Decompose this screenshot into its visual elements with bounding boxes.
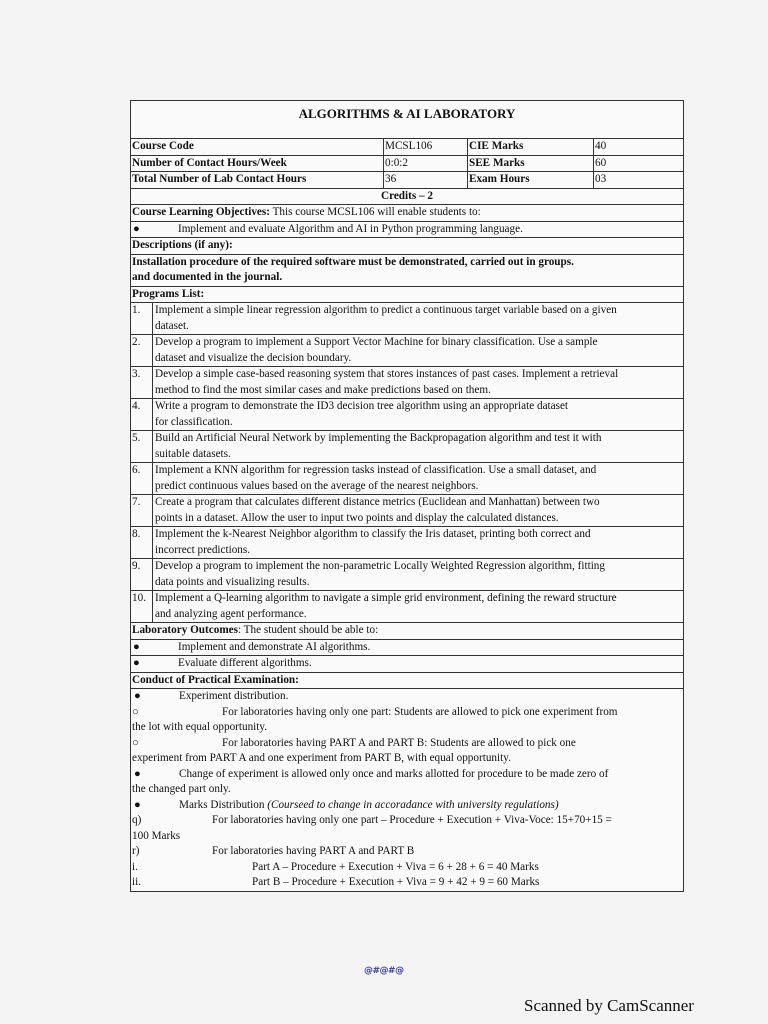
program-line: predict continuous values based on the average of the nearest neighbors.: [155, 479, 479, 492]
marker-q: q): [132, 814, 142, 826]
program-line: and analyzing agent performance.: [155, 607, 307, 620]
program-line: Create a program that calculates different distance metrics (Euclidean and Manhattan) between two: [155, 496, 600, 508]
program-item: [131, 527, 683, 559]
bullet-icon: ●: [133, 640, 140, 653]
program-item: [131, 367, 683, 399]
marks-distribution-note: (Courseed to change in accoradance with university regulations): [267, 798, 559, 811]
program-line: dataset and visualize the decision boundary.: [155, 351, 352, 364]
program-line: Write a program to demonstrate the ID3 decision tree algorithm using an appropriate dataset: [155, 400, 569, 412]
program-item: [131, 495, 683, 527]
marks-distribution: Marks Distribution: [179, 798, 268, 811]
two-part-rule: For laboratories having PART A and PART B: Students are allowed to pick one: [222, 736, 576, 749]
one-part-rule: For laboratories having only one part: Students are allowed to pick one experiment from: [222, 705, 618, 718]
credits: Credits – 2: [381, 189, 433, 202]
conduct-section: [131, 689, 683, 891]
outcome-item: [131, 640, 683, 657]
footer-mark: @#@#@: [364, 966, 404, 976]
marker-ii: ii.: [132, 876, 142, 888]
circle-bullet-icon: ○: [132, 705, 139, 718]
objective-text: Implement and evaluate Algorithm and AI in Python programming language.: [178, 222, 523, 235]
experiment-distribution: Experiment distribution.: [179, 690, 289, 702]
document-title: ALGORITHMS & AI LABORATORY: [131, 101, 683, 139]
program-item: [131, 431, 683, 463]
program-number: 9.: [131, 559, 153, 590]
info-value: 36: [384, 172, 468, 188]
syllabus-document: [130, 100, 684, 892]
descriptions-row: [131, 255, 683, 287]
bullet-icon: ●: [133, 222, 140, 235]
info-label: Number of Contact Hours/Week: [131, 156, 384, 172]
program-line: method to find the most similar cases and make predictions based on them.: [155, 383, 491, 396]
program-number: 5.: [131, 431, 153, 462]
program-line: for classification.: [155, 415, 233, 428]
program-number: 6.: [131, 463, 153, 494]
program-item: [131, 559, 683, 591]
info-row: [131, 156, 683, 173]
one-part-rule-cont: the lot with equal opportunity.: [132, 721, 268, 733]
program-line: dataset.: [155, 319, 189, 332]
change-rule-cont: the changed part only.: [132, 783, 231, 795]
info-label-2: Exam Hours: [468, 172, 594, 188]
outcome-text: Implement and demonstrate AI algorithms.: [178, 640, 371, 653]
two-part-rule-cont: experiment from PART A and one experiment from PART B, with equal opportunity.: [132, 752, 511, 764]
descriptions-heading: Descriptions (if any):: [132, 239, 233, 251]
program-number: 3.: [131, 367, 153, 398]
scanned-by-watermark: Scanned by CamScanner: [524, 996, 694, 1015]
part-a-marks: Part A – Procedure + Execution + Viva = 6 + 28 + 6 = 40 Marks: [252, 860, 539, 873]
program-item: [131, 591, 683, 623]
program-item: [131, 399, 683, 431]
program-line: data points and visualizing results.: [155, 575, 310, 588]
program-line: Implement a Q-learning algorithm to navigate a simple grid environment, defining the reward structure: [155, 592, 617, 604]
outcomes-heading: Laboratory Outcomes: [132, 624, 238, 636]
outcomes-text: : The student should be able to:: [237, 624, 379, 636]
info-value: MCSL106: [384, 139, 468, 155]
change-rule: Change of experiment is allowed only once and marks allotted for procedure to be made zero of: [179, 767, 609, 780]
outcome-item: [131, 656, 683, 673]
program-number: 8.: [131, 527, 153, 558]
info-label: Total Number of Lab Contact Hours: [131, 172, 384, 188]
description-line: and documented in the journal.: [132, 271, 283, 283]
program-line: suitable datasets.: [155, 447, 231, 460]
program-item: [131, 303, 683, 335]
program-number: 7.: [131, 495, 153, 526]
conduct-heading: Conduct of Practical Examination:: [132, 673, 299, 686]
program-line: points in a dataset. Allow the user to input two points and display the calculated distances.: [155, 511, 559, 524]
program-number: 1.: [131, 303, 153, 334]
program-line: Build an Artificial Neural Network by implementing the Backpropagation algorithm and test it with: [155, 432, 602, 444]
part-b-marks: Part B – Procedure + Execution + Viva = 9 + 42 + 9 = 60 Marks: [252, 876, 540, 888]
program-number: 4.: [131, 399, 153, 430]
info-value-2: 40: [595, 140, 607, 152]
bullet-icon: ●: [134, 798, 141, 811]
bullet-icon: ●: [133, 657, 140, 669]
one-part-marks-cont: 100 Marks: [132, 829, 181, 842]
info-row: [131, 172, 683, 189]
program-line: Implement a simple linear regression algorithm to predict a continuous target variable based on a given: [155, 304, 617, 316]
objectives-text: This course MCSL106 will enable students to:: [269, 206, 481, 218]
bullet-icon: ●: [134, 690, 141, 702]
outcomes-row: [131, 623, 683, 640]
program-number: 2.: [131, 335, 153, 366]
conduct-heading-row: [131, 673, 683, 690]
info-row: [131, 139, 683, 156]
description-line: Installation procedure of the required software must be demonstrated, carried out in groups.: [132, 255, 574, 268]
program-line: Develop a simple case-based reasoning system that stores instances of past cases. Implement a retrieval: [155, 368, 619, 380]
program-line: Implement the k-Nearest Neighbor algorithm to classify the Iris dataset, printing both correct and: [155, 528, 591, 540]
outcome-text: Evaluate different algorithms.: [178, 657, 312, 669]
program-line: incorrect predictions.: [155, 543, 251, 556]
program-line: Develop a program to implement the non-parametric Locally Weighted Regression algorithm, fitting: [155, 560, 605, 572]
marker-r: r): [132, 845, 140, 857]
info-value-2: 60: [595, 156, 607, 169]
bullet-icon: ●: [134, 767, 141, 780]
info-value-2: 03: [595, 173, 607, 185]
two-part-marks: For laboratories having PART A and PART B: [212, 845, 415, 857]
programs-heading: Programs List:: [132, 287, 205, 300]
descriptions-heading-row: [131, 238, 683, 255]
marker-i: i.: [132, 860, 138, 873]
program-number: 10.: [131, 591, 153, 622]
objective-item: [131, 222, 683, 239]
program-line: Develop a program to implement a Support Vector Machine for binary classification. Use a sample: [155, 336, 598, 348]
circle-bullet-icon: ○: [132, 736, 139, 749]
one-part-marks: For laboratories having only one part – Procedure + Execution + Viva-Voce: 15+70+15 =: [212, 814, 612, 826]
objectives-row: [131, 205, 683, 222]
programs-heading-row: [131, 287, 683, 304]
program-item: [131, 463, 683, 495]
credits-row: [131, 189, 683, 206]
program-line: Implement a KNN algorithm for regression tasks instead of classification. Use a small dataset, and: [155, 464, 597, 476]
objectives-heading: Course Learning Objectives:: [132, 206, 270, 218]
info-label-2: SEE Marks: [468, 156, 594, 172]
info-label: Course Code: [131, 139, 384, 155]
program-item: [131, 335, 683, 367]
info-label-2: CIE Marks: [468, 139, 594, 155]
info-value: 0:0:2: [384, 156, 468, 172]
